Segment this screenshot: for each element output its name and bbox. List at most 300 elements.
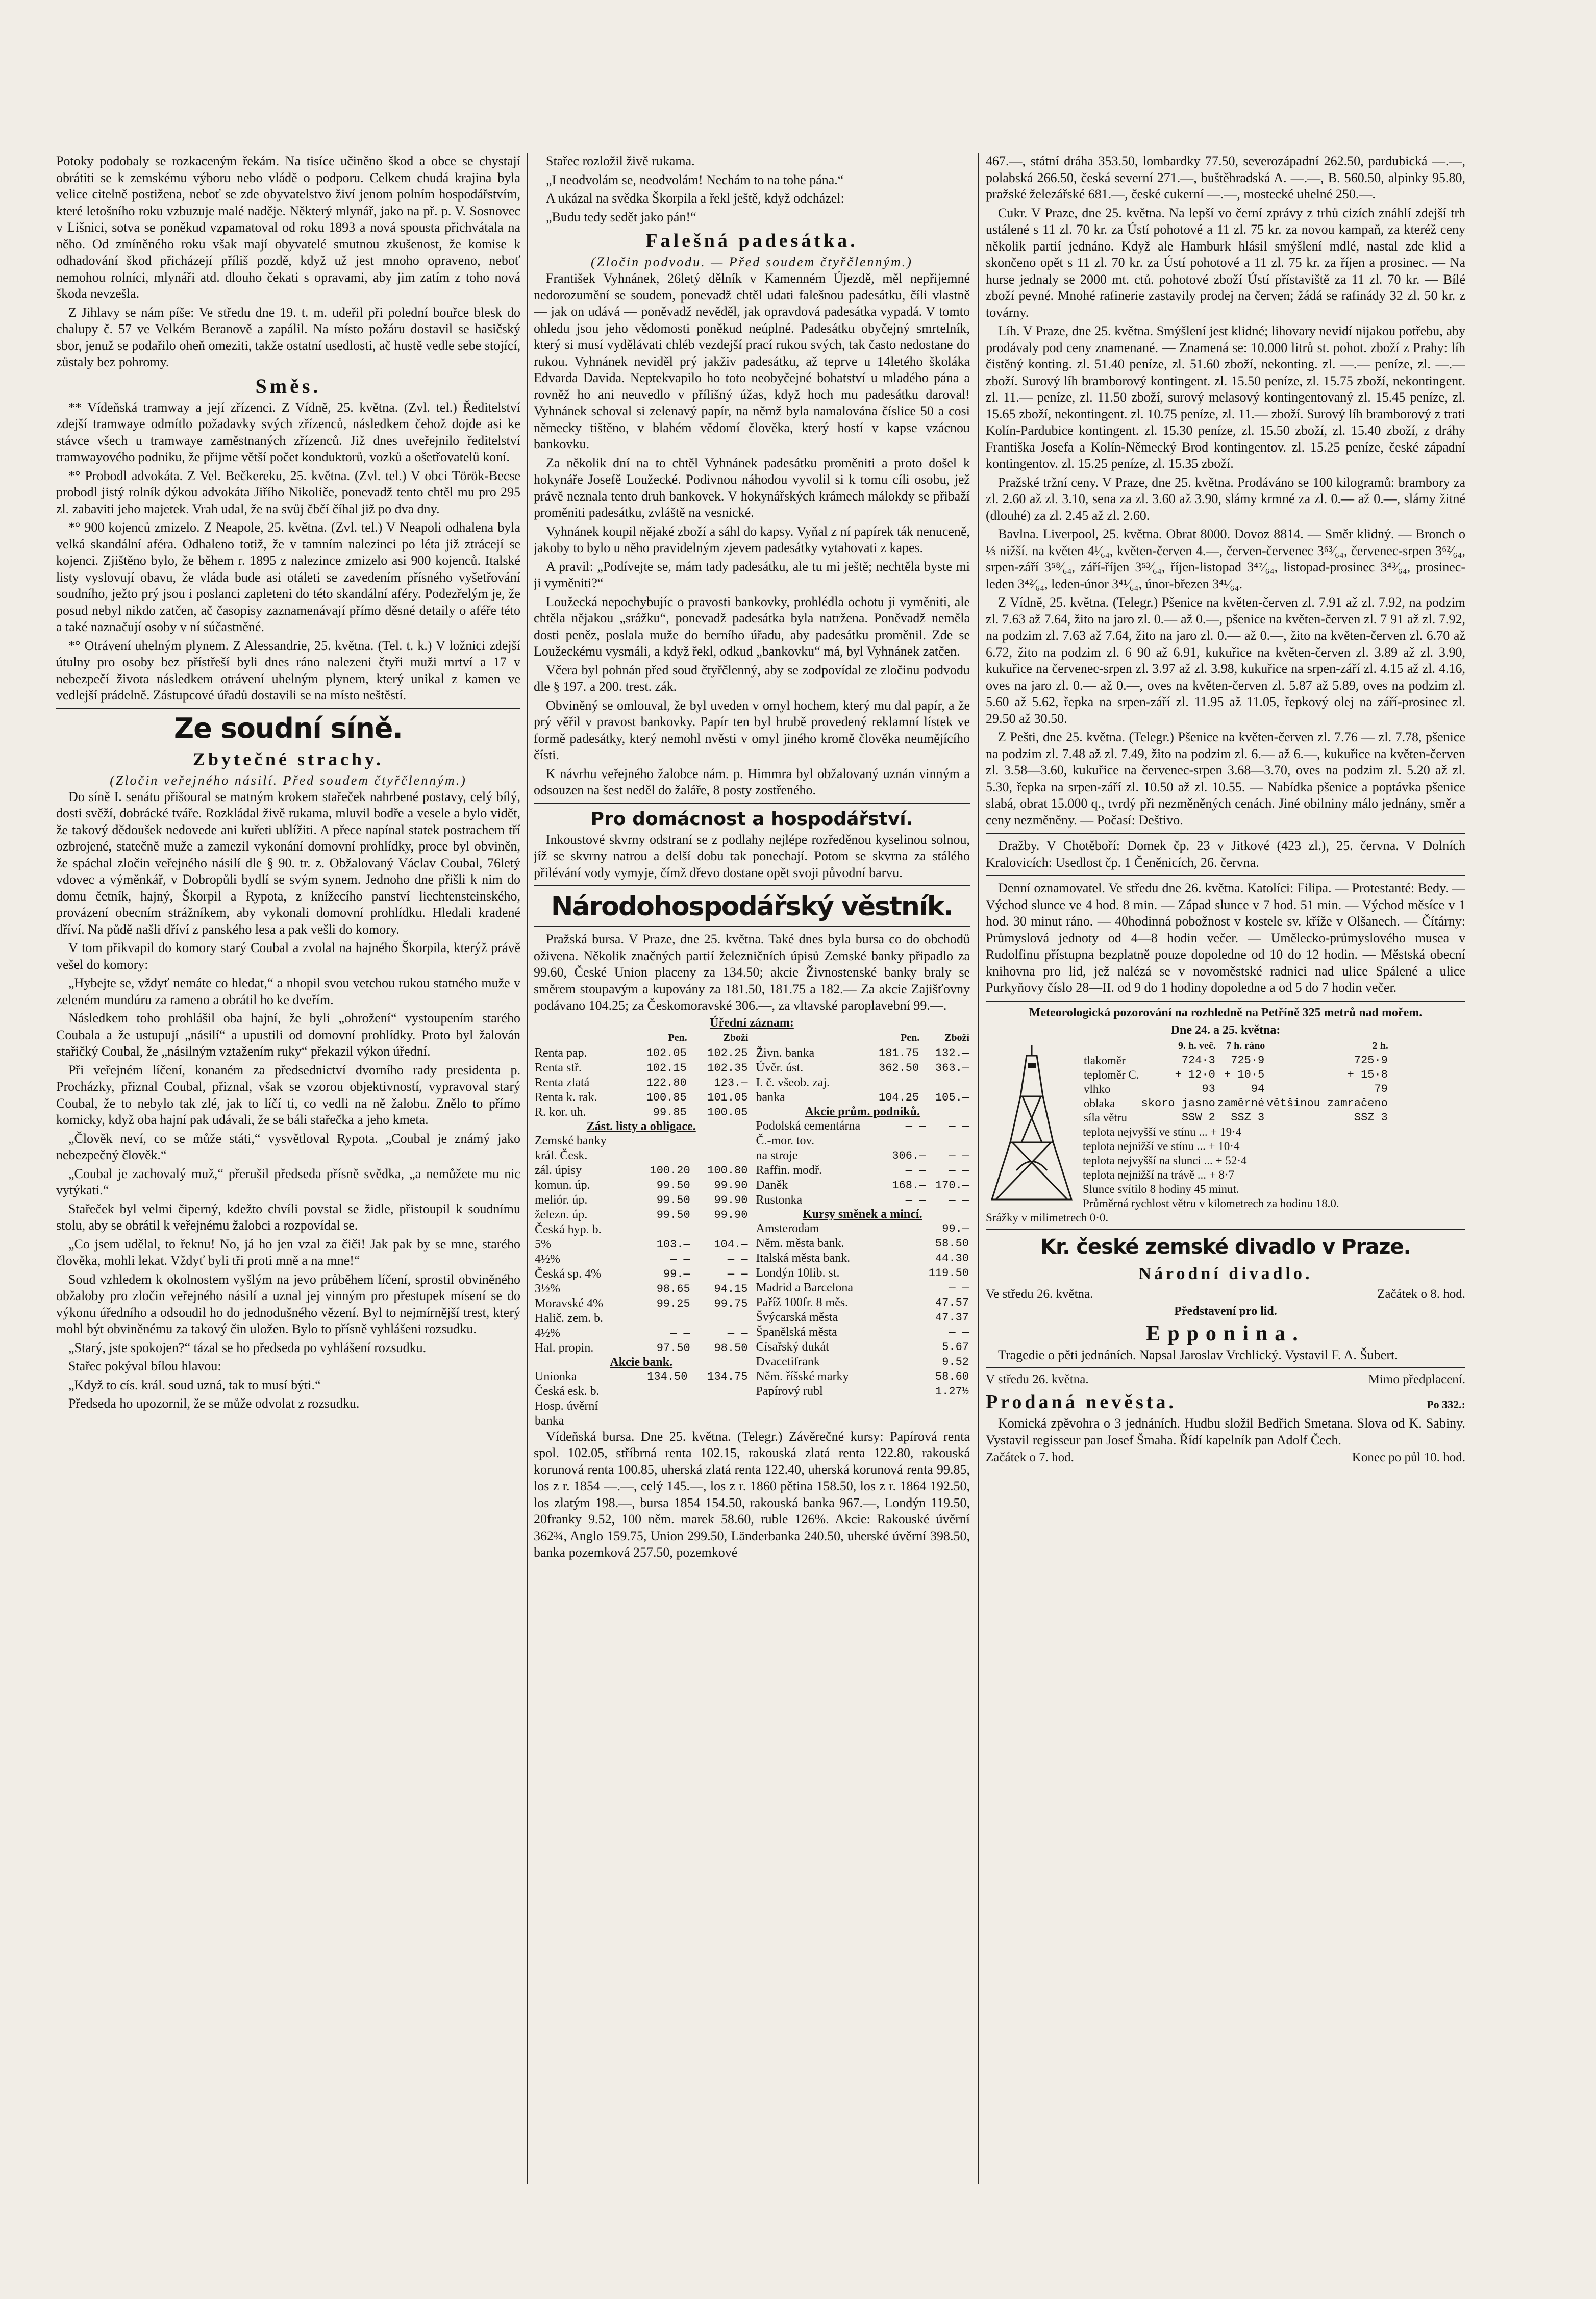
row-label: Něm. říšské marky [756,1369,849,1383]
meteo-extra-line: teplota nejvyšší ve stínu ... + 19·4 [1083,1125,1242,1138]
fraud-paragraph: Loužecká nepochybujíc o pravosti bankovky, prohlédla ochotu ji vyměniti, ale chtěla nějakou „srážku“, ponevadž padesátka byla natržena. Poněvadž neměla dosti peněz, poslala muže do berního úřadu, aby padesátku proměnil. Zde se Loužeckému vysmáli, a když řekl, odkud „bankovku“ má, byl Vyhnánek zatčen. [534,594,970,659]
performance-date: Ve středu 26. května. [986,1287,1093,1301]
news-tramway: ** Vídeňská tramway a její zřízenci. Z Vídně, 25. května. (Zvl. tel.) Ředitelství zdejší tramwaye odmítlo požadavky svých zřízenců, následkem čehož dojde asi ke stávce všech u tramwaye zaměstnaných zřízenců. Již dnes uveřejnilo ředitelství tramwayového podniku, že přijme větší počet konduktorů, vozků a ošetřovatelů koní. [56,399,520,464]
kurs-left-column [534,1030,749,1429]
kurs-right-column [755,1030,970,1429]
table-row [755,1119,970,1134]
row-value: 100.05 [707,1106,748,1119]
court-paragraph: „Člověk neví, co se může státi,“ vysvětloval Rypota. „Coubal je známý jako nebezpečný člověk.“ [56,1131,520,1162]
row-label: Č.-mor. tov. [756,1134,814,1147]
court-paragraph: Soud vzhledem k okolnostem vyšlým na jevo průběhem líčení, sprostil obviněného obžaloby pro zločin veřejného násilí a uznal jej vinným pro přestupek mísení se do výkonu úředního a odsoudil ho do jednodušného vězení. Byl to nejmírnější trest, který mohl být obviněnému za takový čin uložen. Bylo to přísně vyhlášeni rozsudku. [56,1271,520,1336]
row-label: Unionka [535,1369,577,1383]
col-head-pen: Pen. [668,1032,687,1043]
row-value: 99.90 [714,1208,748,1221]
row-value: 101.05 [707,1091,748,1104]
table-row [534,1076,749,1090]
news-advokat: *° Probodl advokáta. Z Vel. Bečkereku, 25. května. (Zvl. tel.) V obci Török-Becse probodl jistý rolník dýkou advokáta Jiřího Nikoliče, ponevadž tento chtěl mu pro 295 zl. zabaviti jeho majetek. Vrah udal, že na svůj čbčí číhal již po dva dny. [56,468,520,516]
meteo-head: 9. h. več. [1178,1040,1216,1052]
row-value: 99.25 [656,1297,690,1310]
kurs-table-left [534,1030,749,1120]
table-row [534,1193,749,1208]
table-row [755,1134,970,1148]
row-label: Česká esk. b. [535,1384,600,1398]
row-label: Podolská cementárna [756,1119,861,1133]
performance-date: V středu 26. května. [986,1372,1089,1386]
divider [986,1367,1465,1368]
table-row [755,1193,970,1208]
row-value [691,1148,749,1163]
row-value: + 10·5 [1224,1068,1265,1081]
row-value: 362.50 [879,1061,919,1074]
row-value: 99.85 [653,1106,687,1119]
fraud-paragraph: Obviněný se omlouval, že byl uveden v omyl hochem, který mu dal papír, a že prý věřil v pravost bankovky. Papír ten byl hrubě provedený reklamní lístek ve formě padesátky, který nemohl nvěsti v omyl jiného kromě člověka neumějícího čísti. [534,697,970,762]
col-head-pen: Pen. [901,1032,920,1043]
court-paragraph: A ukázal na svědka Škorpila a řekl ještě, když odcházel: [546,191,844,206]
table-row [755,1340,970,1355]
row-value: 103.— [656,1238,690,1251]
court-paragraph: Do síně I. senátu přišoural se matným krokem stařeček nahrbené postavy, celý bílý, dosti svěží, dobrácké tváře. Rozkládal živě rukama, mluvil bodře a vesele a bylo vidět, že takový dědoušek nedovede ani kuřeti ublížiti. A přece napínal statek postrachem tří ozbrojené, statečně muže a zamezil vykonání domovní prohlídky, proce byl obviněn, že spáchal zločin veřejného násilí dle § 90. tr. z. Obžalovaný Václav Coubal, 76letý vdovec a výměnkář, v Dobropůli bydlí se svým synem. Jednoho dne přišli k nim do domu četník, hajný, Škorpil a Rypota, z knížecího panství liechtensteinského, provázení obecním strážníkem, aby vykonali domovní prohlídku. Hledali kradené dříví. Na půdě našli dříví z panského lesa a pak vešli do komory. [56,789,520,937]
table-row [534,1326,749,1341]
row-value: většinou zamračeno [1266,1096,1388,1110]
row-value: 102.35 [707,1061,748,1074]
column-1 [56,153,520,2194]
column-rule-1 [527,153,528,2184]
row-value: — — [905,1119,926,1133]
row-value [688,1414,749,1429]
row-label: 3½% [535,1282,560,1295]
performance-title: Epponina. [1146,1321,1305,1345]
row-value: 102.15 [646,1061,687,1074]
table-row [755,1295,970,1310]
row-label: 4½% [535,1326,560,1340]
market-lih: Líh. V Praze, dne 25. května. Smýšlení jest klidné; lihovary nevidí nijakou potřebu, aby prodávaly pod ceny znamenané. — Znamená se: 10.000 litrů st. pohot. zboží z Prahy: líh čistěný konting. zl. 51.40 peníze, zl. 51.60 zboží, nekonting. zl. —.— peníze, zl. —.— zboží. Surový líh bramborový kontingent. zl. 15.50 peníze, zl. 15.75 zboží, nekontingent. zl. 11.— peníze, zl. 11.50 zboží, surový melasový kontingentovaný zl. 15.45 peníze, zl. 15.65 zboží, nekontingent. zl. 10.75 peníze, zl. 11.— zboží. Surový líh bramborový z trati Kolín-Pardubice kontingent. zl. 15.30 peníze, zl. 15.50 zboží, zl. 15.40 zboží, z dráhy Františka Josefa a Kolín-Německý Brod kontingentov. zl. 15.25 peníze, české západní kontingentov. zl. 15.25 peníze, zl. 15.35 zboží. [986,323,1465,471]
row-label: král. Česk. [535,1148,588,1162]
row-value: — — [949,1164,969,1177]
row-label: Raffin. modř. [756,1163,822,1177]
fraud-paragraph: A pravil: „Podívejte se, mám tady padesátku, ale tu mi ještě; nechtěla byste mi ji vyměniti?“ [534,559,970,590]
table-row [755,1076,970,1090]
row-value: 122.80 [646,1076,687,1089]
row-value: 181.75 [879,1046,919,1060]
row-value: SSW 2 [1181,1111,1215,1124]
kurs-table-right [755,1030,970,1105]
table-row [755,1384,970,1399]
row-label: Renta zlatá [535,1076,590,1089]
row-value: 119.50 [928,1266,969,1280]
performance-description: Komická zpěvohra o 3 jednáních. Hudbu složil Bedřich Smetana. Slova od K. Sabiny. Vystavil regisseur pan Josef Šmaha. Řídí kapelník pan Adolf Čech. [986,1416,1465,1447]
article-floods-text: Potoky podobaly se rozkaceným řekám. Na tisíce učiněno škod a obce se chystají obrátiti se k zemskému výboru nebo vládě o podporu. Celkem chudá krajina byla velice citelně postižena, neboť se zde obyvatelstvo živí jenom polním hospodářstvím, které letošního roku vzbuzuje malé naděje. Některý mlynář, jako na př. p. V. Sosnovec v Lišnici, sotva se poněkud vzpamatoval od roku 1893 a nová spousta přichvátala na něho. Od zmíněného roku však mají obyvatelé smutnou zkušenost, že komise k odhadování škod přicházejí příliš pozdě, když už jest mnoho opraveno, neboť nemohou rolníci, mlynáři atd. dlouho čekati s opravami, aby jim zatím z toho nová škoda nevzešla. [56,154,520,301]
table-row [534,1134,749,1148]
row-label: síla větru [1084,1111,1127,1124]
table-row [755,1325,970,1340]
performance-number: Po 332.: [1427,1398,1465,1411]
court-paragraph: Stařeček byl velmi čiperný, kdežto chvíli povstal se židle, přistoupil k soudnímu stolu, aby se obrátil k veřejnému žalobci a rozpovídal se. [56,1201,520,1233]
row-label: oblaka [1084,1096,1115,1110]
row-value [861,1076,920,1090]
market-trzni-ceny: Pražské tržní ceny. V Praze, dne 25. května. Prodáváno se 100 kilogramů: brambory za zl. 2.60 až zl. 3.10, sena za zl. 3.60 až 3.90, slámy krmné za zl. 0.— až 0.—, slámy žitné (dlouhé) za zl. 2.45 až zl. 2.60. [986,474,1465,523]
row-value [691,1134,749,1148]
column-3 [986,153,1465,2194]
bursa-report: Pražská bursa. V Praze, dne 25. května. Také dnes byla bursa co do obchodů oživena. Několik značných partií železničních úpisů Zemské banky připadlo za 99.60, České Union placeny za 134.50; akcie Živnostenské banky braly se směrem stoupavým a kupovány za 181.50, 181.75 a 182.— Za akcie Zajišťovny podávano 104.25; za Českomoravské 306.—, za vltavské paroplavební 99.—. [534,932,970,1013]
article-title-falesna-padesatka: Falešná padesátka. [645,230,858,252]
news-kojenci: *° 900 kojenců zmizelo. Z Neapole, 25. května. (Zvl. tel.) V Neapoli odhalena byla velká skandální aféra. Odhaleno totiž, že v tamním nalezinci po léta již ztrácejí se kojenci. Zjištěno bylo, že během r. 1895 z nalezince zmizelo asi 900 kojenců. Italské listy vyslovují obavu, že vláda bude asi otáleti se zavedením přísného vyšetřování soudního, ježto prý jsou i poslanci zapleteni do této skandální aféry. Podezřelým je, že posud nebyl nikdo zatčen, ač časopisy zaznamenávají přímo děsné detaily o aféře této a také naznačují osoby v ní súčastněné. [56,520,520,634]
row-value: 94.15 [714,1282,748,1295]
theatre-row [986,1451,1465,1465]
row-label: komun. úp. [535,1178,590,1192]
divider [986,1229,1465,1231]
table-row [755,1281,970,1295]
row-value: 9.52 [942,1355,969,1368]
row-value: — — [949,1119,969,1133]
row-value: 134.75 [707,1370,748,1383]
meteo-extra-line: teplota nejvyšší na slunci ... + 52·4 [1083,1154,1247,1167]
row-label: Halič. zem. b. [535,1311,603,1325]
smenek-table-title: Kursy směnek a mincí. [802,1207,922,1221]
divider [56,708,520,709]
row-value [628,1414,688,1429]
row-label: I. č. všeob. zaj. [756,1076,830,1089]
row-value: 100.20 [650,1164,690,1177]
row-value: 47.37 [935,1311,969,1324]
meteo-extra-line: teplota nejnižší ve stínu ... + 10·4 [1083,1139,1240,1153]
row-value: SSZ 3 [1231,1111,1265,1124]
row-value: — — [949,1281,969,1294]
row-value: — — [949,1326,969,1339]
row-value: — — [949,1149,969,1162]
row-value: 99.50 [656,1179,690,1192]
petrin-tower-icon [986,1040,1078,1204]
row-value: 104.— [714,1238,748,1251]
meteo-head: 2 h. [1372,1040,1388,1052]
row-value: 170.— [935,1179,969,1192]
fraud-paragraph: Za několik dní na to chtěl Vyhnánek padesátku proměniti a proto došel k hokynáře Josefě Loužecké. Podivnou náhodou vyvolil si k tomu cíli osobu, jež právě neznala tento druh bankovek. V hokynářských krámech málokdy se přibaží proměniti padesátku, zvláště na vesnické. [534,455,970,520]
row-value: 725·9 [1231,1054,1265,1067]
table-row [755,1251,970,1266]
court-paragraph: Stařec rozložil živě rukama. [546,154,695,168]
table-row [755,1266,970,1281]
article-jihlava-text: Z Jihlavy se nám píše: Ve středu dne 19. t. m. udeřil při polední bouřce blesk do chalupy č. 57 ve Velkém Beranově a zapálil. Na místo požáru dostavil se hasičský sbor, jenuž se podařilo oheň omeziti, takže ostatní usedlosti, ač hustě vedle sebe stojící, zůstaly bez pohromy. [56,305,520,369]
theatre-subtitle: Národní divadlo. [1138,1264,1313,1283]
meteo-date: Dne 24. a 25. května: [1170,1023,1281,1037]
viden-bursa-report: Vídeňská bursa. Dne 25. května. (Telegr.) Závěrečné kursy: Papírová renta spol. 102.05, stříbrná renta 102.15, rakouská zlatá renta 122.80, rakouská korunová renta 100.85, uherská zlatá renta 122.40, uherská korunová renta 99.85, los z r. 1854 —.—, celý 145.—, los z r. 1860 pětina 158.50, los z r. 1864 192.50, los zlatým 198.—, bursa 1854 154.50, rakouská banka 967.—, Londýn 119.50, 20franky 9.52, 100 něm. marek 58.60, ruble 126%. Akcie: Rakouské úvěrní 362¾, Anglo 159.75, Union 299.50, Länderbanka 240.50, uherské úvěrní 398.50, banka pozemková 257.50, pozemkové [534,1429,970,1560]
table-row [534,1148,749,1163]
court-paragraph: Předseda ho upozornil, že se může odvolat z rozsudku. [68,1396,360,1411]
table-row [1083,1082,1389,1096]
table-row [755,1369,970,1384]
table-row [534,1296,749,1311]
row-value [634,1222,691,1237]
table-row [755,1090,970,1105]
row-label: na stroje [756,1148,798,1162]
table-row [755,1236,970,1251]
row-label: Italská města bank. [756,1251,851,1265]
row-value [691,1311,749,1326]
table-row [1083,1096,1389,1111]
row-label: zál. úpisy [535,1163,582,1177]
daily-notices: Denní oznamovatel. Ve středu dne 26. května. Katolíci: Filipa. — Protestanté: Bedy. — Východ slunce ve 4 hod. 8 min. — Západ slunce v 7 hod. 51 min. — Východ měsíce v 1 hod. 30 minut ráno. — 40hodinná pobožnost v kostele sv. kříže v Olšanech. — Čítárny: Průmyslová jednoty od 4—8 hodin večer. — Umělecko-průmyslového musea v Rudolfinu přístupna bezplatně pouze dopoledne od 10 do 12 hodin. — Městská obecní knihovna pro lid, jež nalézá se v novoměstské radnici nad ulice Spálené a ulice Purkyňovy číslo 28—II. od 9 do 1 hodiny dopoledne a od 5 do 7 hodin večer. [986,881,1465,995]
row-label: Dvacetifrank [756,1355,820,1368]
row-label: banka [535,1414,564,1428]
col-head-zbozi: Zboží [944,1032,969,1043]
table-row [1083,1111,1389,1125]
market-bavlna: Bavlna. Liverpool, 25. května. Obrat 8000. Dovoz 8814. — Směr klidný. — Bronch o ⅓ nižší. na květen 4¹⁄₆₄, květen-červen 4.—, červen-červenec 3⁶³⁄₆₄, červenec-srpen 3⁶²⁄₆₄, srpen-září 3⁵⁸⁄₆₄, září-říjen 3⁵³⁄₆₄, říjen-listopad 3⁴⁷⁄₆₄, listopad-prosinec 3⁴³⁄₆₄, prosinec-leden 3⁴²⁄₆₄, leden-únor 3⁴¹⁄₆₄, únor-březen 3⁴¹⁄₆₄. [986,527,1465,591]
court-paragraph: „Když to cís. král. soud uzná, tak to musí býti.“ [68,1377,321,1392]
table-row [755,1163,970,1178]
row-value [884,1134,927,1148]
row-value: 58.60 [935,1370,969,1383]
row-value [688,1399,749,1414]
meteo-head: 7 h. ráno [1226,1040,1265,1052]
row-value [628,1384,688,1399]
row-value: 105.— [935,1091,969,1104]
table-row [755,1148,970,1163]
row-value: — — [905,1164,926,1177]
row-value: — — [727,1327,748,1340]
row-value: + 15·8 [1347,1068,1388,1081]
table-row [534,1267,749,1282]
row-label: Daněk [756,1178,788,1192]
akcie-table [534,1369,749,1429]
row-label: 4½% [535,1252,560,1266]
performance-start: Začátek o 7. hod. [986,1451,1074,1464]
table-row [534,1163,749,1178]
prum-table [755,1119,970,1208]
column-2 [534,153,970,2194]
fraud-paragraph: K návrhu veřejného žalobce nám. p. Himmra byl obžalovaný uznán vinným a odsouzen na šest neděl do žaláře, 8 posty zostřeného. [534,766,970,797]
court-paragraph: V tom přikvapil do komory starý Coubal a zvolal na hajného Škorpila, kterýž právě vešel do komory: [56,940,520,972]
row-value: 724·3 [1181,1054,1215,1067]
news-plyn: *° Otrávení uhelným plynem. Z Alessandrie, 25. května. (Tel. t. k.) V ložnici zdejší útulny pro osoby bez přístřeší byli dnes ráno nalezeni čtyři muži mrtví a 17 v nebezpečí života následkem otrávení uhelným plynem, který unikal z kamen ve vedlejší prádelně. Zástupcové úřadů dostavili se na místo neštěstí. [56,638,520,703]
row-label: Něm. města bank. [756,1236,844,1250]
column-rule-2 [978,153,979,2184]
row-label: teploměr C. [1084,1068,1139,1081]
performance-time: Začátek o 8. hod. [1377,1287,1465,1301]
table-row [755,1061,970,1076]
table-row [534,1090,749,1105]
table-row [755,1355,970,1369]
row-label: Moravské 4% [535,1296,603,1310]
row-value: 93 [1202,1082,1215,1095]
row-value: 99.50 [656,1208,690,1221]
row-value: 1.27½ [935,1385,969,1398]
theatre-row [986,1287,1465,1302]
row-value: — — [670,1327,690,1340]
row-label: Zemské banky [535,1134,607,1147]
theatre-row [986,1387,1465,1415]
row-label: Císařský dukát [756,1340,829,1354]
meteo-extra-line: Průměrná rychlost větru v kilometrech za hodinu 18.0. [1083,1196,1339,1210]
table-row [534,1311,749,1326]
row-label: meliór. úp. [535,1193,588,1207]
row-label: Česká hyp. b. [535,1222,602,1236]
col-head-zbozi: Zboží [723,1032,749,1043]
section-title-domacnost: Pro domácnost a hospodářství. [590,808,913,830]
row-label: 5% [535,1237,551,1251]
row-value: — — [727,1267,748,1281]
court-paragraph: Stařec pokýval bílou hlavou: [68,1359,221,1373]
row-value: — — [905,1193,926,1207]
household-tip: Inkoustové skvrny odstraní se z podlahy nejlépe rozředěnou kyselinou solnou, jíž se skvrny natrou a delší dobu tak ponechají. Potom se skvrna za stálého přilévání vody vymyje, čímž dřevo dostane opět svoji původní barvu. [534,832,970,880]
row-label: tlakoměr [1084,1054,1126,1067]
table-row [755,1310,970,1325]
row-value: zaměrné [1217,1096,1265,1110]
row-label: Španělská města [756,1325,837,1339]
row-value: 98.65 [656,1282,690,1295]
row-label: Česká sp. 4% [535,1267,601,1281]
auctions: Dražby. V Chotěboří: Domek čp. 23 v Jitkové (423 zl.), 25. června. V Dolních Kralovicích: Usedlost čp. 1 Čeněnicích, 26. června. [986,838,1465,870]
kurs-tables [534,1030,970,1429]
row-label: vlhko [1084,1082,1111,1095]
court-paragraph: „I neodvolám se, neodvolám! Nechám to na tohe pána.“ [546,172,844,187]
row-value: 363.— [935,1061,969,1074]
divider [986,833,1465,834]
row-label: Hal. propin. [535,1341,594,1355]
divider [986,1001,1465,1002]
row-value: 58.50 [935,1237,969,1250]
market-pest: Z Pešti, dne 25. května. (Telegr.) Pšenice na květen-červen zl. 7.76 — zl. 7.78, pšenice na podzim zl. 7.48 až zl. 7.49, žito na podzim zl. 6.— až 6.—, kukuřice na květen-červen zl. 3.58—3.60, kukuřice na červenec-srpen 3.68—3.70, oves na podzim zl. 5.20 až zl. 5.30, řepka na srpen-září zl. 10.50 až zl. 10.55. — Nabídka pšenice a poptávka pšenice slabá, obrat 15.000 q., tvrdý při nezměněných cenách. Jiné obilniny málo jednány, směr a ceny nezměněny. — Počasí: Deštivo. [986,730,1465,828]
row-value: 100.80 [707,1164,748,1177]
table-row [534,1369,749,1384]
row-label: Papírový rubl [756,1384,823,1398]
table-row [534,1341,749,1356]
row-label: železn. úp. [535,1208,588,1221]
row-label: Rustonka [756,1193,803,1207]
row-value: 99.90 [714,1193,748,1207]
row-value [634,1134,691,1148]
viden-bursa-cont: 467.—, státní dráha 353.50, lombardky 77.50, severozápadní 262.50, pardubická —.—, polabská 266.50, česká severní 271.—, buštěhradská A. —.—, B. 560.50, alpinky 95.80, pražské železářské 681.—, české cukerní —.—, mostecké uhelné 250.—. [986,154,1465,202]
row-value: 47.57 [935,1296,969,1309]
row-value: 100.85 [646,1091,687,1104]
row-value: 99.— [663,1267,690,1281]
row-value: 97.50 [656,1341,690,1355]
section-title-smes: Směs. [255,374,321,397]
row-value: 102.05 [646,1046,687,1060]
table-row [1083,1068,1389,1082]
row-value: 102.25 [707,1046,748,1060]
fraud-paragraph: František Vyhnánek, 26letý dělník v Kamenném Újezdě, měl nepřijemné nedorozumění se soudem, ponevadž chtěl udati falešnou padesátku, číli vlastně — jak on udává — poněvadž nevěděl, jak opravdová padesátka vypadá. V tomto ohledu jsou jeho vědomosti poněkud neúplné. Padesátku obyčejný smrtelník, který si musí vydělávati chléb vezdejší prací rukou svých, tak často nedostane do rukou. Vyhnánek neviděl prý jakživ padesátku, až teprve u 14letého školáka Edvarda Davida. Neptekvapilo ho toto neobyčejné bohatství u mladého pána a rovněž ho ani neuvedlo v přílišný úžas, když hoch mu padesátku daroval! Vyhnánek schoval si zelenavý papír, na němž byla namalována číslice 50 a cosi německy tištěno, v blahém vědomí člověka, který hostí v kapse vzácnou bankovku. [534,271,970,452]
section-title-soudni-sin: Ze soudní síně. [174,712,403,744]
market-viden-obili: Z Vídně, 25. května. (Telegr.) Pšenice na květen-červen zl. 7.91 až zl. 7.92, na podzim zl. 7.63 až 7.64, žito na jaro zl. 0.— až 0.—, pšenice na květen-červen zl. 7 91 až zl. 7.92, na podzim zl. 7.63 až 7.64, žito na jaro zl. 0.— až 0.—, žito na květen-červen zl. 6.70 až 6.72, žito na podzim zl. 6 90 až 6.91, kukuřice na květen-červen zl. 3.89 až zl. 3.90, kukuřice na červenec-srpen zl. 3.97 až zl. 3.98, kukuřice na srpen-září zl. 4.15 až zl. 4.16, oves na jaro zl. 0.— až 0.—, oves na květen-červen zl. 5.87 až 5.89, oves na podzim zl. 5.60 až 5.62, řepka na srpen-září zl. 11.95 až 11.05, řepkový olej na září-prosinec zl. 29.50 až 30.50. [986,595,1465,726]
fraud-paragraph: Včera byl pohnán před soud čtyřčlenný, aby se zodpovídal ze zločinu podvodu dle § 197. a 200. trest. zák. [534,662,970,694]
row-value [688,1384,749,1399]
market-cukr: Cukr. V Praze, dne 25. května. Na lepší vo černí zprávy z trhů cizích znáhlí zdejší trh ustálené s 11 zl. 70 kr. za Ústí pohotové a 11 zl. 75 kr. za novou kampaň, za kteréž ceny několik partií jednáno. Když ale Hamburk hlásil smýšlení mdlé, nastal zde klid a skončeno opět s 11 zl. 70 kr. za Ústí pohotové a 11 zl. 75 kr. za říjen a prosinec. — Na hurse jednaly se 2000 mt. ctů. pohotové zboží Ústí přístaviště za 11 zl. 70 kr. — Bílé zboží pevné. Mnohé rafinerie zastavily prodej na červen; žádá se rafinády 32 zl. 50 kr. z továrny. [986,205,1465,320]
table-row [534,1105,749,1120]
court-paragraph: „Starý, jste spokojen?“ tázal se ho předseda po vyhlášení rozsudku. [68,1340,427,1355]
row-label: Živn. banka [756,1046,815,1060]
court-paragraph: „Budu tedy sedět jako pán!“ [546,209,696,224]
meteo-extra-line: teplota nejnižší na trávě ... + 8·7 [1083,1168,1235,1181]
row-value: 123.— [714,1076,748,1089]
row-value: 99.50 [656,1193,690,1207]
zast-table-title: Zást. listy a obligace. [586,1119,696,1133]
table-row [1083,1054,1389,1068]
court-paragraph: Při veřejném líčení, konaném za předsednictví dvorního rady presidenta p. Procházky, přiznal Coubal, přiznal, však se vzorou objektivností, vypravoval starý Coubal, že to nebylo tak zlé, jak to líčí ti, co vedli na ně žalobu. Znělo to přímo komicky, když oba hajní pak udávali, že se báli stařečka a jeho kmeta. [56,1062,520,1127]
table-row [534,1282,749,1296]
performance-title: Prodaná nevěsta. [986,1391,1177,1413]
row-value [920,1076,970,1090]
meteo-extra-line: Srážky v milimetrech 0·0. [986,1211,1109,1224]
row-value: 168.— [892,1179,926,1192]
row-label: Švýcarská města [756,1310,838,1324]
row-value: — — [670,1253,690,1266]
row-value: — — [949,1193,969,1207]
table-row [534,1399,749,1414]
theatre-title: Kr. české zemské divadlo v Praze. [1040,1235,1411,1259]
row-value: 132.— [935,1046,969,1060]
row-value: 306.— [892,1149,926,1162]
article-title-zbytecne-strachy: Zbytečné strachy. [193,748,384,769]
row-label: Madrid a Barcelona [756,1281,854,1294]
table-row [755,1046,970,1061]
table-row [534,1384,749,1399]
zast-table [534,1134,749,1356]
row-value: skoro jasno [1141,1096,1215,1110]
article-subtitle-podvod: (Zločin podvodu. — Před soudem čtyřčlenným.) [591,255,913,269]
row-label: Hosp. úvěrní [535,1399,598,1413]
row-label: Renta pap. [535,1046,587,1060]
divider [534,885,970,887]
table-row [534,1222,749,1237]
table-row [534,1061,749,1076]
table-row [534,1237,749,1252]
row-label: Paříž 100fr. 8 měs. [756,1295,849,1309]
fraud-paragraph: Vyhnánek koupil nějaké zboží a sáhl do kapsy. Vyňal z ní papírek ták nenuceně, jakoby to bylo u něho pravidelným zjevem padesátky vytahovati z kapes. [534,523,970,555]
performance-note: Představení pro lid. [1174,1304,1277,1318]
row-value: 99.75 [714,1297,748,1310]
row-value: 104.25 [879,1091,919,1104]
prum-table-title: Akcie prům. podniků. [805,1105,920,1118]
row-label: Amsterodam [756,1221,819,1235]
table-row [534,1178,749,1193]
court-paragraph: Následkem toho prohlášil oba hajní, že byli „ohrožení“ vystoupením starého Coubala a že ustupují „násilí“ a upustili od domovní prohlídky. Proto byl žalován stařičký Coubal, že „násilným vztažením ruky“ překazil výkon úřední. [56,1011,520,1059]
row-value: 94 [1251,1082,1265,1095]
row-label: banka [756,1090,785,1104]
table-row [534,1252,749,1267]
performance-end: Konec po půl 10. hod. [1352,1451,1465,1464]
divider [986,875,1465,876]
table-row [534,1414,749,1429]
akcie-table-title: Akcie bank. [610,1355,673,1369]
row-value [927,1134,970,1148]
row-value [691,1222,749,1237]
court-paragraph: „Hybejte se, vždyť nemáte co hledat,“ a nhopil svou vetchou rukou statného muže v zeleném mundúru za rameno a obrátil ho ke dveřím. [56,976,520,1007]
table-row [755,1178,970,1193]
divider [534,803,970,804]
row-value: 98.50 [714,1341,748,1355]
row-value [628,1399,688,1414]
row-label: Renta k. rak. [535,1090,597,1104]
performance-description: Tragedie o pěti jednáních. Napsal Jaroslav Vrchlický. Vystavil F. A. Šubert. [998,1347,1398,1362]
smenek-table [755,1221,970,1399]
article-subtitle-crime: (Zločin veřejného násilí. Před soudem čtyřčlenným.) [110,772,467,788]
row-label: R. kor. uh. [535,1105,586,1119]
row-value: SSZ 3 [1354,1111,1388,1124]
row-value: 79 [1374,1082,1388,1095]
kurs-table-title: Úřední záznam: [710,1016,794,1030]
row-value [634,1148,691,1163]
row-value [634,1311,691,1326]
row-value: 44.30 [935,1252,969,1265]
section-title-vestnik: Národohospodářský věstník. [551,891,953,922]
court-paragraph: „Coubal je zachovalý muž,“ přerušil předseda přísně svědka, „a nemůžete mu nic vytýkati.“ [56,1166,520,1197]
court-paragraph: „Co jsem udělal, to řeknu! No, já ho jen vzal za čiči! Jak pak by se mne, starého člověka, mohli lekat. Vždyť byli tři proti mně a na mne!“ [56,1236,520,1268]
row-value: 99.— [942,1222,969,1235]
row-value: 5.67 [942,1340,969,1354]
performance-note: Mimo předplacení. [1368,1372,1465,1386]
row-value: — — [727,1253,748,1266]
row-label: Úvěr. úst. [756,1061,804,1074]
row-label: Renta stř. [535,1061,582,1074]
